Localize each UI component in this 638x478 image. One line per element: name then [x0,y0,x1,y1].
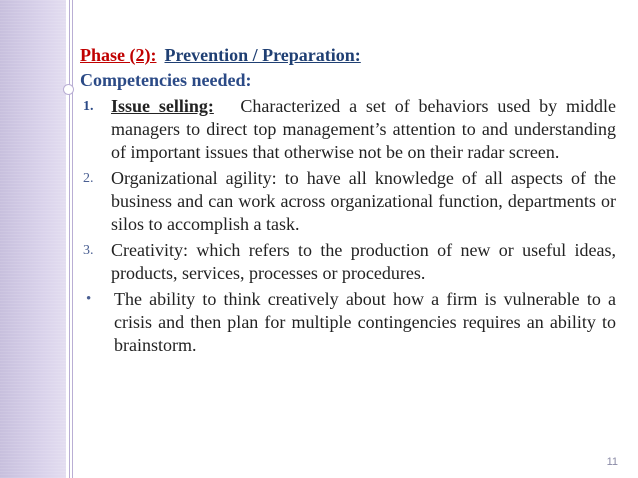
decorative-rule [69,0,70,478]
list-item-issue-selling [80,95,616,164]
list-marker: 1. [83,99,94,114]
phase-heading [80,44,616,67]
list-item-organizational-agility [80,167,616,236]
list-item-text: Creativity: which refers to the production of new or useful ideas, products, services, processes or procedures. [111,240,616,283]
list-item-creativity [80,239,616,285]
page-number: 11 [606,456,618,468]
decorative-left-band [0,0,66,478]
list-marker: 3. [83,243,94,258]
list-item-ability [80,288,616,357]
phase-title: Prevention / Preparation: [164,45,361,65]
list-item-text: Organizational agility: to have all knowledge of all aspects of the business and can work across organizational function, departments or silos to accomplish a task. [111,168,616,234]
bullet-marker: • [86,291,92,307]
competencies-heading: Competencies needed: [80,70,252,90]
issue-selling-lead: Issue selling: [111,96,214,116]
issue-selling-text: Characterized a set of behaviors used by middle managers to direct top management’s attention to and understanding of important issues that otherwise not be on their radar screen. [111,96,616,162]
list-item-text [111,95,616,164]
slide-content [80,44,616,357]
list-marker: 2. [83,171,94,186]
list-item-text: The ability to think creatively about how a firm is vulnerable to a crisis and then plan for multiple contingencies requires an ability to brainstorm. [114,289,616,355]
decorative-rule [72,0,73,478]
phase-label: Phase (2): [80,45,157,65]
decorative-dot [63,84,74,95]
